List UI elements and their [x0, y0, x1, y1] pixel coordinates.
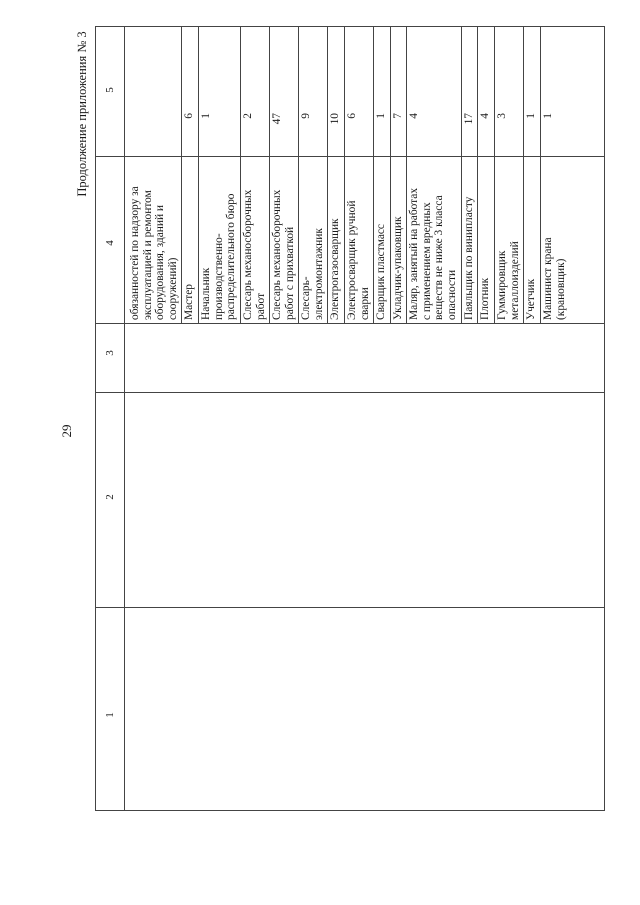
- table-row-occupation: [392, 216, 405, 320]
- occupation-line: Мастер: [183, 284, 196, 320]
- table-row-occupation: [242, 190, 267, 320]
- occupation-line: веществ не ниже 3 класса: [433, 195, 446, 320]
- table-row-quantity: 2: [241, 113, 254, 119]
- table-row-occupation: [479, 278, 492, 320]
- column-divider: [95, 392, 605, 393]
- header-row-divider: [124, 26, 125, 811]
- row-separator: [540, 26, 541, 323]
- occupation-line: сварки: [358, 287, 371, 320]
- occupation-line: Сварщик пластмасс: [375, 224, 388, 320]
- column-number-4: 4: [104, 240, 116, 246]
- table-row-occupation: [525, 279, 538, 320]
- occupation-line: Учетчик: [525, 278, 538, 320]
- occupation-line: металлоизделий: [508, 241, 521, 320]
- column-number-1: 1: [104, 712, 116, 718]
- occupation-line: с применением вредных: [420, 202, 433, 320]
- occupation-line: обязанностей по надзору за: [129, 186, 141, 320]
- table-row-quantity: 1: [541, 113, 554, 119]
- table-row-occupation: [129, 186, 179, 320]
- occupation-line: Электросварщик ручной: [346, 200, 358, 320]
- table-row-occupation: [346, 201, 371, 320]
- table-row-quantity: 9: [300, 113, 313, 119]
- occupation-line: эксплуатацией и ремонтом: [141, 190, 154, 320]
- table-row-occupation: [408, 188, 458, 320]
- row-separator: [344, 26, 345, 323]
- column-divider: [95, 156, 605, 157]
- occupation-line: Электрогазосварщик: [329, 218, 342, 320]
- row-separator: [198, 26, 199, 323]
- column-number-5: 5: [104, 87, 116, 93]
- table-row-quantity: 1: [525, 113, 538, 119]
- table-row-occupation: [542, 237, 567, 320]
- occupation-line: Плотник: [479, 277, 492, 320]
- appendix-continuation-note: Продолжение приложения № 3: [75, 31, 89, 197]
- row-separator: [240, 26, 241, 323]
- occupation-line: оборудования, зданий и: [154, 205, 167, 320]
- occupation-line: Слесарь механосборочных: [271, 189, 283, 320]
- occupation-line: Маляр, занятый на работах: [408, 187, 421, 320]
- table-row-quantity: 10: [329, 113, 342, 125]
- table-row-occupation: [329, 218, 342, 320]
- row-separator: [461, 26, 462, 323]
- column-divider: [95, 323, 605, 324]
- page-number: 29: [59, 424, 74, 438]
- column-number-3: 3: [104, 350, 116, 356]
- table-row-quantity: 4: [408, 113, 421, 119]
- column-number-2: 2: [104, 494, 116, 500]
- table-row-occupation: [496, 241, 521, 320]
- table-row-quantity: 17: [462, 113, 475, 125]
- table-row-quantity: 3: [496, 113, 508, 119]
- row-separator: [181, 26, 182, 323]
- column-divider: [95, 607, 605, 608]
- table-row-quantity: 6: [346, 113, 358, 119]
- occupation-line: Начальник: [200, 267, 212, 320]
- table-row-occupation: [375, 224, 388, 320]
- occupation-line: работ: [254, 292, 267, 320]
- occupation-line: Машинист крана: [541, 237, 554, 320]
- table-row-quantity: 47: [271, 113, 283, 125]
- occupation-line: Паяльщик по винипласту: [462, 196, 475, 320]
- table-row-occupation: [463, 197, 476, 320]
- occupation-line: опасности: [446, 269, 459, 320]
- table-row-quantity: 1: [200, 113, 212, 119]
- row-separator: [494, 26, 495, 323]
- occupation-line: электромонтажник: [312, 228, 325, 320]
- occupation-line: (крановщик): [554, 258, 567, 320]
- table-row-occupation: [183, 284, 196, 320]
- occupation-line: Укладчик-упаковщик: [391, 216, 404, 320]
- table-row-quantity: 1: [375, 113, 388, 119]
- occupation-line: распределительного бюро: [225, 193, 238, 320]
- row-separator: [269, 26, 270, 323]
- table-row-quantity: 6: [183, 113, 196, 119]
- table-row-occupation: [300, 228, 325, 320]
- occupation-line: Слесарь-: [300, 276, 313, 320]
- table-row-quantity: 4: [479, 113, 492, 119]
- table-row-occupation: [200, 194, 238, 320]
- table-row-occupation: [271, 190, 296, 320]
- occupation-line: производственно-: [212, 233, 225, 320]
- occupation-line: работ с прихваткой: [283, 226, 296, 320]
- table-row-quantity: 7: [391, 113, 404, 119]
- occupation-line: сооружений): [166, 257, 179, 320]
- occupation-line: Слесарь механосборочных: [241, 189, 254, 320]
- row-separator: [390, 26, 391, 323]
- occupation-line: Гуммировщик: [496, 250, 508, 320]
